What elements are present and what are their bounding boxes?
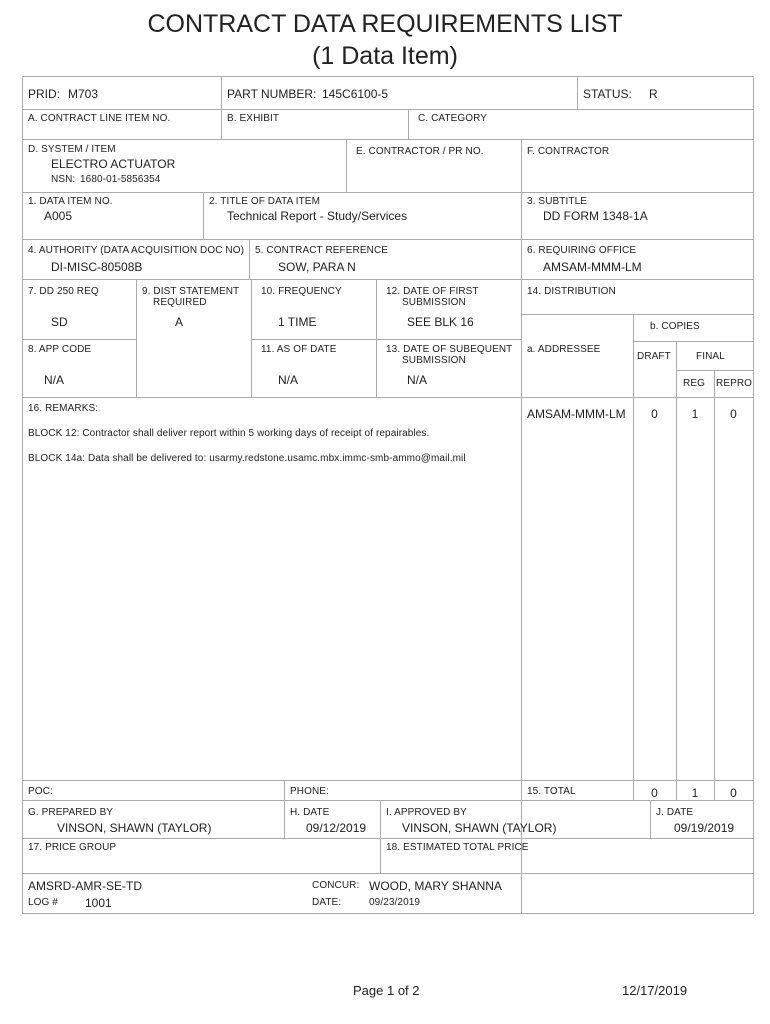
- as-of-date-label: 11. AS OF DATE: [261, 344, 337, 355]
- prepared-by-value: VINSON, SHAWN (TAYLOR): [57, 821, 212, 835]
- total-draft: 0: [651, 786, 658, 800]
- first-submission-value: SEE BLK 16: [407, 315, 474, 329]
- authority-value: DI-MISC-80508B: [51, 260, 143, 274]
- copies-label: b. COPIES: [650, 321, 700, 332]
- page-number: Page 1 of 2: [353, 983, 420, 998]
- approved-date-label: J. DATE: [656, 807, 694, 818]
- authority-label: 4. AUTHORITY (DATA ACQUISITION DOC NO): [28, 245, 245, 256]
- print-date: 12/17/2019: [622, 983, 688, 998]
- status-label: STATUS:: [583, 87, 632, 101]
- prepared-by-label: G. PREPARED BY: [28, 807, 114, 818]
- frequency-value: 1 TIME: [278, 315, 317, 329]
- subtitle-value: DD FORM 1348-1A: [543, 209, 648, 223]
- total-label: 15. TOTAL: [527, 786, 576, 797]
- form-subtitle: (1 Data Item): [312, 42, 458, 70]
- contract-reference-value: SOW, PARA N: [278, 260, 356, 274]
- subsequent-submission-label: 13. DATE OF SUBEQUENT: [386, 344, 513, 355]
- as-of-date-value: N/A: [278, 373, 299, 387]
- distribution-addressee: AMSAM-MMM-LM: [527, 407, 626, 421]
- reg-label: REG: [683, 378, 705, 389]
- approved-by-label: I. APPROVED BY: [386, 807, 467, 818]
- dd250-label: 7. DD 250 REQ: [28, 286, 99, 297]
- approved-date-value: 09/19/2019: [674, 821, 735, 835]
- category-label: C. CATEGORY: [418, 113, 488, 124]
- total-reg: 1: [691, 786, 699, 800]
- app-code-label: 8. APP CODE: [28, 344, 92, 355]
- distribution-draft-count: 0: [651, 407, 658, 421]
- status-value: R: [649, 87, 658, 101]
- data-item-no-label: 1. DATA ITEM NO.: [28, 196, 113, 207]
- phone-label: PHONE:: [290, 786, 329, 797]
- price-group-label: 17. PRICE GROUP: [28, 842, 117, 853]
- poc-label: POC:: [28, 786, 53, 797]
- requiring-office-value: AMSAM-MMM-LM: [543, 260, 642, 274]
- dd250-value: SD: [51, 315, 68, 329]
- subsequent-submission-label-2: SUBMISSION: [402, 355, 466, 366]
- estimated-price-label: 18. ESTIMATED TOTAL PRICE: [386, 842, 529, 853]
- log-number-label: LOG #: [28, 897, 58, 908]
- final-label: FINAL: [696, 351, 725, 362]
- contractor-pr-label: E. CONTRACTOR / PR NO.: [356, 146, 484, 157]
- requiring-office-label: 6. REQUIRING OFFICE: [527, 245, 637, 256]
- subtitle-label: 3. SUBTITLE: [527, 196, 588, 207]
- remark-block-12: BLOCK 12: Contractor shall deliver report within 5 working days of receipt of repairables.: [28, 428, 430, 439]
- form-title: CONTRACT DATA REQUIREMENTS LIST: [147, 10, 623, 38]
- distribution-reg-count: 1: [691, 407, 699, 421]
- dist-statement-label: 9. DIST STATEMENT: [142, 286, 240, 297]
- prid-value: M703: [68, 87, 99, 101]
- log-number-value: 1001: [85, 896, 112, 910]
- contract-line-item-label: A. CONTRACT LINE ITEM NO.: [28, 113, 171, 124]
- first-submission-label: 12. DATE OF FIRST: [386, 286, 479, 297]
- subsequent-submission-value: N/A: [407, 373, 428, 387]
- app-code-value: N/A: [44, 373, 65, 387]
- part-number-label: PART NUMBER:: [227, 87, 317, 101]
- contract-reference-label: 5. CONTRACT REFERENCE: [255, 245, 389, 256]
- dist-statement-label-2: REQUIRED: [153, 297, 207, 308]
- exhibit-label: B. EXHIBIT: [227, 113, 280, 124]
- addressee-label: a. ADDRESSEE: [527, 344, 601, 355]
- nsn-value: 1680-01-5856354: [80, 174, 161, 185]
- distribution-label: 14. DISTRIBUTION: [527, 286, 616, 297]
- concur-value: WOOD, MARY SHANNA: [369, 879, 502, 893]
- system-item-value: ELECTRO ACTUATOR: [51, 157, 176, 171]
- distribution-repro-count: 0: [730, 407, 737, 421]
- part-number-value: 145C6100-5: [322, 87, 389, 101]
- concur-label: CONCUR:: [312, 880, 360, 891]
- total-repro: 0: [730, 786, 737, 800]
- contractor-label: F. CONTRACTOR: [527, 146, 610, 157]
- data-item-no-value: A005: [44, 209, 73, 223]
- frequency-label: 10. FREQUENCY: [261, 286, 342, 297]
- dist-statement-value: A: [175, 315, 184, 329]
- approved-by-value: VINSON, SHAWN (TAYLOR): [402, 821, 557, 835]
- draft-label: DRAFT: [637, 351, 671, 362]
- data-item-title-label: 2. TITLE OF DATA ITEM: [209, 196, 321, 207]
- prid-label: PRID:: [28, 87, 61, 101]
- prepared-date-label: H. DATE: [290, 807, 330, 818]
- organization-code: AMSRD-AMR-SE-TD: [28, 879, 142, 893]
- data-item-title-value: Technical Report - Study/Services: [227, 209, 408, 223]
- nsn-label: NSN:: [51, 174, 76, 185]
- first-submission-label-2: SUBMISSION: [402, 297, 466, 308]
- concur-date-label: DATE:: [312, 897, 342, 908]
- remark-block-14a: BLOCK 14a: Data shall be delivered to: usarmy.redstone.usamc.mbx.immc-smb-ammo@mail.mil: [28, 453, 466, 464]
- remarks-label: 16. REMARKS:: [28, 403, 99, 414]
- prepared-date-value: 09/12/2019: [306, 821, 367, 835]
- concur-date-value: 09/23/2019: [369, 897, 421, 908]
- system-item-label: D. SYSTEM / ITEM: [28, 144, 116, 155]
- repro-label: REPRO: [716, 378, 753, 389]
